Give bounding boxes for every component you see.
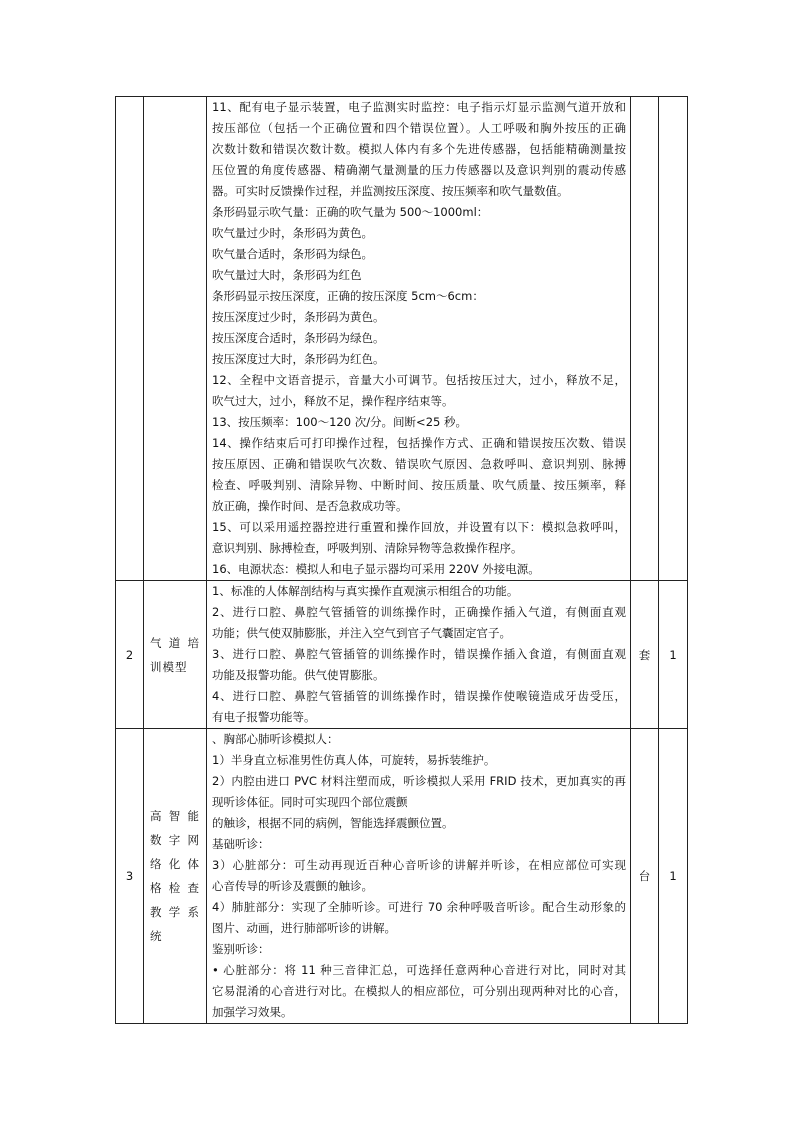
spec-line: 12、全程中文语音提示，音量大小可调节。包括按压过大，过小，释放不足， — [212, 373, 626, 387]
item-quantity: 1 — [659, 581, 688, 729]
spec-line: 吹气过大，过小，释放不足，操作程序结束等。 — [212, 394, 454, 408]
item-quantity: 1 — [659, 729, 688, 1024]
spec-line: 意识判别、脉搏检查，呼吸判别、清除异物等急救操作程序。 — [212, 541, 523, 555]
item-spec-description — [207, 729, 631, 1024]
item-spec-description — [207, 97, 631, 581]
item-name-line: 络化体 — [150, 857, 200, 871]
item-name-line: 高智能 — [150, 809, 200, 823]
item-quantity — [659, 97, 688, 581]
item-name-line: 气道培 — [150, 635, 200, 650]
spec-line: 4、进行口腔、鼻腔气管插管的训练操作时，错误操作使喉镜造成牙齿受压， — [212, 689, 626, 703]
spec-line: 图片、动画，进行肺部听诊的讲解。 — [212, 921, 396, 935]
equipment-spec-table — [115, 96, 688, 1024]
spec-line: 检查、呼吸判别、清除异物、中断时间、按压质量、吹气质量、按压频率，释 — [212, 478, 626, 492]
item-number: 3 — [116, 729, 144, 1024]
spec-line: 的触诊，根据不同的病例，智能选择震颤位置。 — [212, 816, 454, 830]
item-number — [116, 97, 144, 581]
item-name — [144, 581, 207, 729]
spec-line: 它易混淆的心音进行对比。在模拟人的相应部位，可分别出现两种对比的心音， — [212, 984, 626, 998]
spec-line: 现听诊体征。同时可实现四个部位震颤 — [212, 795, 408, 809]
item-number: 2 — [116, 581, 144, 729]
spec-line: 11、配有电子显示装置，电子监测实时监控：电子指示灯显示监测气道开放和 — [212, 100, 626, 114]
spec-line: 放正确，操作时间、是否急救成功等。 — [212, 499, 408, 513]
spec-line: 加强学习效果。 — [212, 1005, 293, 1019]
item-unit — [631, 97, 659, 581]
spec-line: 1）半身直立标准男性仿真人体，可旋转，易拆装维护。 — [212, 753, 496, 767]
spec-line: 按压深度过大时，条形码为红色。 — [212, 352, 385, 366]
spec-line: 条形码显示吹气量：正确的吹气量为 500～1000ml： — [212, 205, 489, 219]
spec-line: 1、标准的人体解剖结构与真实操作直观演示相组合的功能。 — [212, 584, 519, 598]
spec-line: 吹气量过少时，条形码为黄色。 — [212, 226, 373, 240]
spec-line: • 心脏部分：将 11 种三音律汇总，可选择任意两种心音进行对比，同时对其 — [212, 963, 626, 977]
spec-line: 3）心脏部分：可生动再现近百种心音听诊的讲解并听诊，在相应部位可实现 — [212, 858, 626, 872]
spec-line: 基础听诊： — [212, 837, 270, 851]
spec-line: 4）肺脏部分：实现了全肺听诊。可进行 70 余种呼吸音听诊。配合生动形象的 — [212, 900, 626, 914]
spec-line: 按压部位（包括一个正确位置和四个错误位置）。人工呼吸和胸外按压的正确 — [212, 121, 626, 135]
spec-line: 14、操作结束后可打印操作过程，包括操作方式、正确和错误按压次数、错误 — [212, 436, 626, 450]
spec-line: 有电子报警功能等。 — [212, 710, 316, 724]
spec-line: 功能；供气使双肺膨胀，并注入空气到官子气囊固定官子。 — [212, 626, 511, 640]
spec-line: 2）内腔由进口 PVC 材料注塑而成，听诊模拟人采用 FRID 技术，更加真实的再 — [212, 774, 626, 788]
item-name-line: 格检查 — [150, 881, 200, 895]
item-unit: 套 — [631, 581, 659, 729]
item-unit: 台 — [631, 729, 659, 1024]
item-name-line: 统 — [150, 929, 163, 943]
item-name — [144, 729, 207, 1024]
spec-line: 、胸部心肺听诊模拟人： — [212, 732, 339, 746]
spec-line: 器。可实时反馈操作过程，并监测按压深度、按压频率和吹气量数值。 — [212, 184, 569, 198]
spec-line: 按压深度合适时，条形码为绿色。 — [212, 331, 385, 345]
item-name — [144, 97, 207, 581]
item-name-line: 数字网 — [150, 833, 200, 847]
spec-line: 2、进行口腔、鼻腔气管插管的训练操作时，正确操作插入气道，有侧面直观 — [212, 605, 626, 619]
spec-line: 压位置的角度传感器、精确潮气量测量的压力传感器以及意识判别的震动传感 — [212, 163, 626, 177]
spec-line: 16、电源状态：模拟人和电子显示器均可采用 220V 外接电源。 — [212, 562, 540, 576]
table-row — [116, 97, 688, 581]
item-name-line: 教学系 — [150, 905, 200, 919]
spec-line: 3、进行口腔、鼻腔气管插管的训练操作时，错误操作插入食道，有侧面直观 — [212, 647, 626, 661]
spec-line: 鉴别听诊： — [212, 942, 270, 956]
table-row — [116, 581, 688, 729]
spec-line: 功能及报警功能。供气使胃膨胀。 — [212, 668, 385, 682]
spec-line: 吹气量过大时，条形码为红色 — [212, 268, 362, 282]
spec-line: 条形码显示按压深度，正确的按压深度 5cm～6cm： — [212, 289, 484, 303]
spec-line: 次数计数和错误次数计数。模拟人体内有多个先进传感器，包括能精确测量按 — [212, 142, 626, 156]
spec-line: 心音传导的听诊及震颤的触诊。 — [212, 879, 373, 893]
table-row — [116, 729, 688, 1024]
spec-line: 15、可以采用遥控器控进行重置和操作回放，并设置有以下：模拟急救呼叫， — [212, 520, 626, 534]
spec-line: 按压深度过少时，条形码为黄色。 — [212, 310, 385, 324]
item-spec-description — [207, 581, 631, 729]
spec-line: 吹气量合适时，条形码为绿色。 — [212, 247, 373, 261]
item-name-line: 训模型 — [150, 659, 188, 674]
spec-line: 按压原因、正确和错误吹气次数、错误吹气原因、急救呼叫、意识判别、脉搏 — [212, 457, 626, 471]
spec-line: 13、按压频率：100～120 次/分。间断<25 秒。 — [212, 415, 467, 429]
